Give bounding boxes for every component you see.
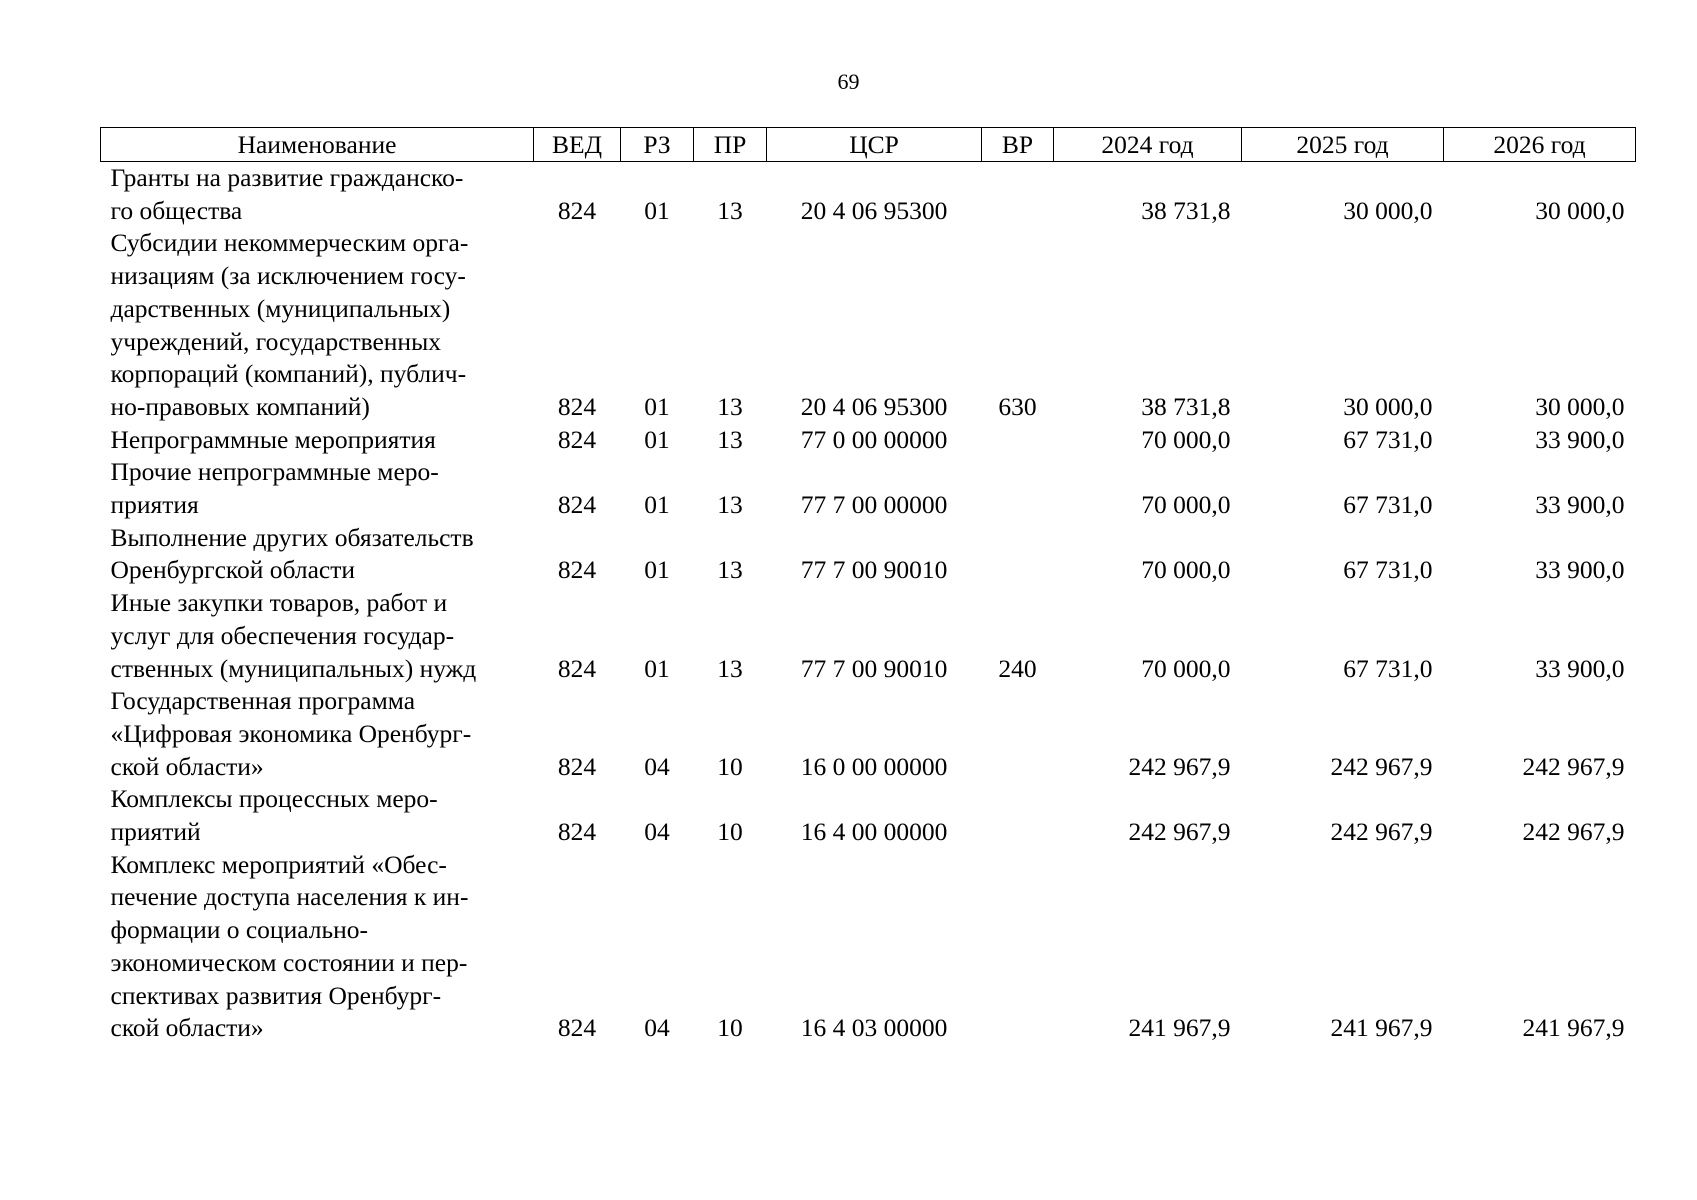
cell-2024: 70 000,0 bbox=[1141, 424, 1231, 454]
header-2024: 2024 год bbox=[1054, 128, 1242, 162]
name-line: ской области» bbox=[110, 751, 264, 781]
cell-2026: 33 900,0 bbox=[1535, 490, 1625, 520]
cell-ved: 824 bbox=[557, 424, 597, 454]
cell-2024: 70 000,0 bbox=[1141, 555, 1231, 585]
name-line: Гранты на развитие гражданско- bbox=[110, 163, 464, 192]
table-row bbox=[101, 456, 1636, 521]
name-line: услуг для обеспечения государ- bbox=[110, 620, 455, 650]
cell-rz: 01 bbox=[644, 195, 670, 225]
cell-pr: 10 bbox=[717, 817, 743, 847]
name-line: го общества bbox=[110, 195, 243, 225]
cell-2024: 70 000,0 bbox=[1141, 490, 1231, 520]
cell-name bbox=[101, 587, 534, 685]
name-line: корпораций (компаний), публич- bbox=[110, 359, 467, 389]
cell-vr: 630 bbox=[998, 391, 1037, 421]
cell-2026: 30 000,0 bbox=[1535, 195, 1625, 225]
cell-2025: 242 967,9 bbox=[1330, 817, 1433, 847]
cell-pr: 13 bbox=[717, 653, 743, 683]
name-line: Выполнение других обязательств bbox=[110, 522, 474, 552]
cell-rz: 01 bbox=[644, 555, 670, 585]
name-line: «Цифровая экономика Оренбург- bbox=[110, 718, 472, 748]
name-line: спективах развития Оренбург- bbox=[110, 980, 442, 1010]
cell-2025: 242 967,9 bbox=[1330, 751, 1433, 781]
name-line: печение доступа населения к ин- bbox=[110, 882, 469, 912]
cell-name bbox=[101, 162, 534, 228]
cell-name bbox=[101, 783, 534, 848]
cell-ved: 824 bbox=[557, 1013, 597, 1043]
name-line: но-правовых компаний) bbox=[110, 391, 370, 421]
budget-table bbox=[100, 127, 1636, 1045]
name-line: дарственных (муниципальных) bbox=[110, 293, 451, 323]
cell-csr: 77 0 00 00000 bbox=[800, 424, 948, 454]
cell-csr: 16 4 00 00000 bbox=[800, 817, 948, 847]
page-number: 69 bbox=[837, 69, 860, 94]
cell-2026: 33 900,0 bbox=[1535, 424, 1625, 454]
cell-2026: 241 967,9 bbox=[1522, 1013, 1625, 1043]
cell-ved: 824 bbox=[557, 653, 597, 683]
cell-2024: 242 967,9 bbox=[1128, 817, 1231, 847]
cell-2024: 241 967,9 bbox=[1128, 1013, 1231, 1043]
cell-name bbox=[101, 227, 534, 423]
name-line: Комплекс мероприятий «Обес- bbox=[110, 849, 447, 879]
header-2025: 2025 год bbox=[1242, 128, 1444, 162]
cell-2026: 33 900,0 bbox=[1535, 555, 1625, 585]
cell-name bbox=[101, 424, 534, 457]
name-line: ственных (муниципальных) нужд bbox=[110, 653, 477, 683]
cell-rz: 01 bbox=[644, 391, 670, 421]
cell-csr: 77 7 00 00000 bbox=[800, 490, 948, 520]
header-pr: ПР bbox=[694, 128, 767, 162]
table-header-row bbox=[101, 128, 1636, 162]
cell-ved: 824 bbox=[557, 195, 597, 225]
cell-vr bbox=[982, 849, 1054, 1045]
cell-pr: 13 bbox=[717, 555, 743, 585]
cell-rz: 04 bbox=[644, 817, 670, 847]
table-row bbox=[101, 162, 1636, 228]
cell-name bbox=[101, 685, 534, 783]
cell-2025: 30 000,0 bbox=[1343, 195, 1433, 225]
cell-csr: 16 4 03 00000 bbox=[800, 1013, 948, 1043]
cell-rz: 04 bbox=[644, 751, 670, 781]
cell-2024: 242 967,9 bbox=[1128, 751, 1231, 781]
table-row bbox=[101, 522, 1636, 587]
name-line: приятий bbox=[110, 817, 201, 847]
table-row bbox=[101, 685, 1636, 783]
cell-2026: 242 967,9 bbox=[1522, 751, 1625, 781]
name-line: низациям (за исключением госу- bbox=[110, 261, 466, 291]
cell-ved: 824 bbox=[557, 391, 597, 421]
name-line: Иные закупки товаров, работ и bbox=[110, 588, 448, 618]
name-line: приятия bbox=[110, 490, 199, 520]
header-vr: ВР bbox=[982, 128, 1054, 162]
cell-pr: 13 bbox=[717, 391, 743, 421]
cell-2026: 30 000,0 bbox=[1535, 391, 1625, 421]
cell-vr bbox=[982, 522, 1054, 587]
cell-pr: 10 bbox=[717, 1013, 743, 1043]
cell-vr bbox=[982, 685, 1054, 783]
header-ved: ВЕД bbox=[534, 128, 621, 162]
name-line: Непрограммные мероприятия bbox=[110, 424, 436, 454]
table-row bbox=[101, 587, 1636, 685]
table-row bbox=[101, 849, 1636, 1045]
cell-name bbox=[101, 522, 534, 587]
cell-vr: 240 bbox=[998, 653, 1037, 683]
header-csr: ЦСР bbox=[767, 128, 982, 162]
name-line: экономическом состоянии и пер- bbox=[110, 947, 468, 977]
cell-name bbox=[101, 849, 534, 1045]
header-2026: 2026 год bbox=[1444, 128, 1636, 162]
cell-rz: 01 bbox=[644, 424, 670, 454]
cell-2024: 70 000,0 bbox=[1141, 653, 1231, 683]
name-line: Субсидии некоммерческим орга- bbox=[110, 228, 469, 258]
name-line: формации о социально- bbox=[110, 915, 369, 945]
cell-vr bbox=[982, 162, 1054, 228]
cell-pr: 13 bbox=[717, 195, 743, 225]
cell-pr: 13 bbox=[717, 490, 743, 520]
table-row bbox=[101, 227, 1636, 423]
name-line: Комплексы процессных меро- bbox=[110, 784, 438, 814]
cell-ved: 824 bbox=[557, 490, 597, 520]
cell-csr: 77 7 00 90010 bbox=[800, 555, 948, 585]
cell-2025: 241 967,9 bbox=[1330, 1013, 1433, 1043]
cell-pr: 10 bbox=[717, 751, 743, 781]
cell-vr bbox=[982, 783, 1054, 848]
cell-csr: 16 0 00 00000 bbox=[800, 751, 948, 781]
cell-csr: 20 4 06 95300 bbox=[800, 391, 948, 421]
cell-2025: 67 731,0 bbox=[1343, 555, 1433, 585]
cell-vr bbox=[982, 456, 1054, 521]
cell-ved: 824 bbox=[557, 555, 597, 585]
cell-2024: 38 731,8 bbox=[1141, 391, 1231, 421]
header-name: Наименование bbox=[101, 128, 534, 162]
name-line: Прочие непрограммные меро- bbox=[110, 457, 439, 487]
cell-2025: 67 731,0 bbox=[1343, 653, 1433, 683]
header-rz: РЗ bbox=[621, 128, 694, 162]
cell-rz: 04 bbox=[644, 1013, 670, 1043]
cell-2026: 33 900,0 bbox=[1535, 653, 1625, 683]
cell-2026: 242 967,9 bbox=[1522, 817, 1625, 847]
cell-rz: 01 bbox=[644, 653, 670, 683]
cell-csr: 20 4 06 95300 bbox=[800, 195, 948, 225]
table-row bbox=[101, 783, 1636, 848]
cell-ved: 824 bbox=[557, 817, 597, 847]
cell-2025: 67 731,0 bbox=[1343, 490, 1433, 520]
name-line: Оренбургской области bbox=[110, 555, 356, 585]
table-row bbox=[101, 424, 1636, 457]
cell-csr: 77 7 00 90010 bbox=[800, 653, 948, 683]
cell-rz: 01 bbox=[644, 490, 670, 520]
name-line: учреждений, государственных bbox=[110, 326, 441, 356]
name-line: Государственная программа bbox=[110, 686, 416, 716]
cell-2025: 67 731,0 bbox=[1343, 424, 1433, 454]
cell-name bbox=[101, 456, 534, 521]
cell-2024: 38 731,8 bbox=[1141, 195, 1231, 225]
cell-ved: 824 bbox=[557, 751, 597, 781]
cell-vr bbox=[982, 424, 1054, 457]
cell-2025: 30 000,0 bbox=[1343, 391, 1433, 421]
table-body bbox=[101, 162, 1636, 1045]
cell-pr: 13 bbox=[717, 424, 743, 454]
name-line: ской области» bbox=[110, 1013, 264, 1043]
